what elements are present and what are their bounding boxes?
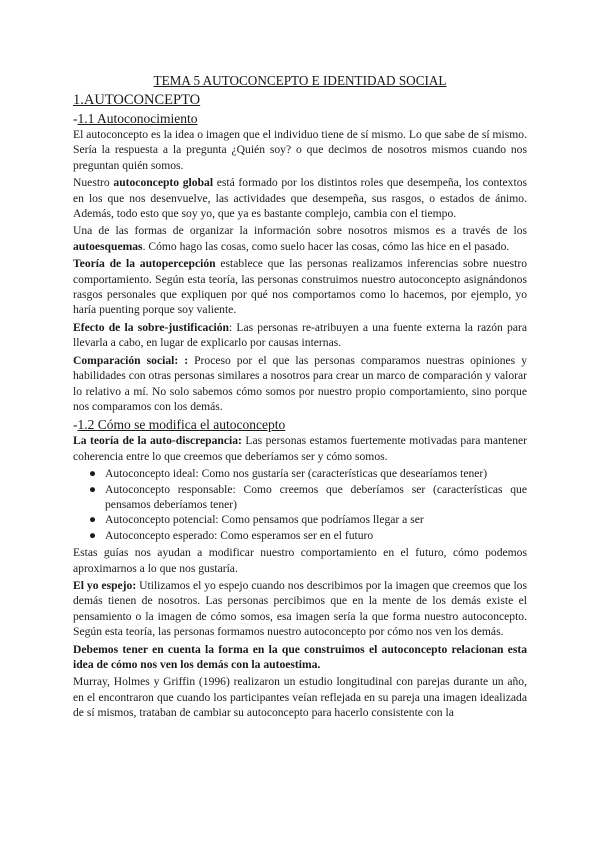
paragraph-guias: Estas guías nos ayudan a modificar nuestro comportamiento en el futuro, cómo podemos aproximarnos a lo que nos gustaría. <box>73 546 527 575</box>
list-item: ● Autoconcepto responsable: Como creemos que deberíamos ser (características que pensamos deberíamos tener) <box>89 482 527 511</box>
paragraph-murray-study: Murray, Holmes y Griffin (1996) realizaron un estudio longitudinal con parejas durante un año, en el encontraron que cuando los participantes veían reflejada en su pareja una imagen idealizada de sí mismos, trataban de cambiar su autoconcepto para hacerlo consistente con la <box>73 675 527 720</box>
term-autoesquemas: autoesquemas <box>73 239 143 253</box>
paragraph-definition: El autoconcepto es la idea o imagen que el individuo tiene de sí mismo. Lo que sabe de sí mismo. Sería la respuesta a la pregunta ¿Quién soy? o que decimos de nosotros mismos cuando nos preguntan quién somos. <box>73 128 527 172</box>
subsection-heading-modifica <box>73 416 527 433</box>
heading-text: 1.1 Autoconocimiento <box>77 111 198 126</box>
term-sobre-justificacion: Efecto de la sobre-justificación <box>73 320 229 334</box>
paragraph-autoesquemas: Una de las formas de organizar la información sobre nosotros mismos es a través de los autoesquemas. Cómo hago las cosas, como suelo hacer las cosas, cómo las hice en el pasado. <box>73 224 527 253</box>
paragraph-auto-discrepancia: La teoría de la auto-discrepancia: Las personas estamos fuertemente motivadas para mantener coherencia entre lo que creemos que deberíamos ser y cómo somos. <box>73 434 527 463</box>
term-autoconcepto-global: autoconcepto global <box>113 176 214 190</box>
term-autopercepcion: Teoría de la autopercepción <box>73 257 216 271</box>
bullet-icon: ● <box>89 482 97 496</box>
bullet-icon: ● <box>89 467 97 481</box>
list-item: ● Autoconcepto esperado: Como esperamos ser en el futuro <box>89 528 374 542</box>
bullet-icon: ● <box>89 513 97 527</box>
paragraph-sobre-justificacion: Efecto de la sobre-justificación: Las personas re-atribuyen a una fuente externa la razón para llevarla a cabo, en lugar de explicarlo por causas internas. <box>73 320 527 350</box>
autoconcepto-types-list <box>73 466 527 543</box>
paragraph-autoconcepto-global: Nuestro autoconcepto global está formado por los distintos roles que desempeña, los contextos en los que nos desenvuelve, las actividades que desempeña, sus rasgos, o estados de ánimo. Además, todo esto que soy yo, que ya es bastante complejo, cambia con el tiempo. <box>73 176 528 221</box>
heading-dash: - <box>73 111 78 126</box>
term-auto-discrepancia: La teoría de la auto-discrepancia: <box>73 434 242 448</box>
paragraph-autopercepcion: Teoría de la autopercepción establece que las personas realizamos inferencias sobre nuestro comportamiento. Según esta teoría, las personas construimos nuestro autoconcepto asignándonos rasgos personales que expliquen por qué nos comportamos como lo hacemos, por ejemplo, yo haría puenting porque soy valiente. <box>73 257 527 317</box>
list-item: ● Autoconcepto potencial: Como pensamos que podríamos llegar a ser <box>89 513 424 527</box>
paragraph-yo-espejo: El yo espejo: Utilizamos el yo espejo cuando nos describimos por la imagen que creemos que los demás tienen de nosotros. Las personas percibimos que en la mente de los demás existe el pensamiento o la imagen de cómo somos, esa imagen sería la que forma nuestro autoconcepto. Según esta teoría, las personas formamos nuestro autoconcepto por cómo nos ven los demás. <box>73 578 527 639</box>
heading-text: 1.2 Cómo se modifica el autoconcepto <box>77 417 286 433</box>
document-title: TEMA 5 AUTOCONCEPTO E IDENTIDAD SOCIAL <box>153 73 447 88</box>
paragraph-autoestima-note: Debemos tener en cuenta la forma en la que construimos el autoconcepto relacionan esta idea de cómo nos ven los demás con la autoestima. <box>73 642 527 671</box>
heading-dash: - <box>73 417 78 433</box>
term-comparacion-social: Comparación social: : <box>73 353 189 367</box>
paragraph-comparacion-social: Comparación social: : Proceso por el que las personas comparamos nuestras opiniones y habilidades con otras personas similares a nosotros para crear un marco de comparación y valorar lo relativo a mí. No solo sabemos cómo somos por nuestro propio comportamiento, sino porque nos comparamos con los demás. <box>73 353 528 413</box>
bullet-icon: ● <box>89 528 97 542</box>
list-item: ● Autoconcepto ideal: Como nos gustaría ser (características que desearíamos tener) <box>89 467 488 481</box>
section-heading-autoconcepto: 1.AUTOCONCEPTO <box>73 92 201 108</box>
term-yo-espejo: El yo espejo: <box>73 578 137 592</box>
subsection-heading-autoconocimiento <box>73 110 527 127</box>
document-page <box>73 72 527 723</box>
